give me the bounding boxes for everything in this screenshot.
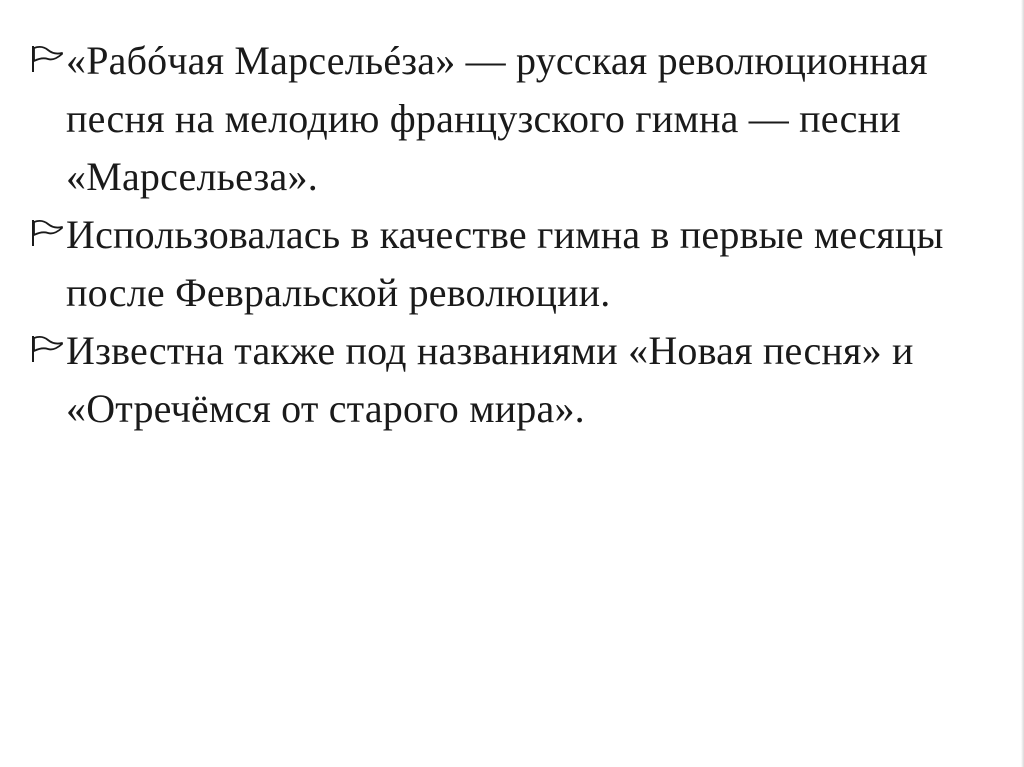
flag-bullet-icon — [30, 44, 66, 74]
bullet-list — [30, 32, 990, 438]
bullet-item — [30, 206, 990, 322]
flag-bullet-icon — [30, 218, 66, 248]
bullet-text: Известна также под названиями «Новая песня» и «Отречёмся от старого мира». — [66, 328, 914, 431]
bullet-text: Использовалась в качестве гимна в первые месяцы после Февральской революции. — [66, 212, 944, 315]
bullet-item — [30, 32, 990, 206]
flag-bullet-icon — [30, 334, 66, 364]
bullet-text: «Рабóчая Марсельéза» — русская революционная песня на мелодию французского гимна — песни «Марсельеза». — [66, 38, 928, 199]
bullet-item — [30, 322, 990, 438]
